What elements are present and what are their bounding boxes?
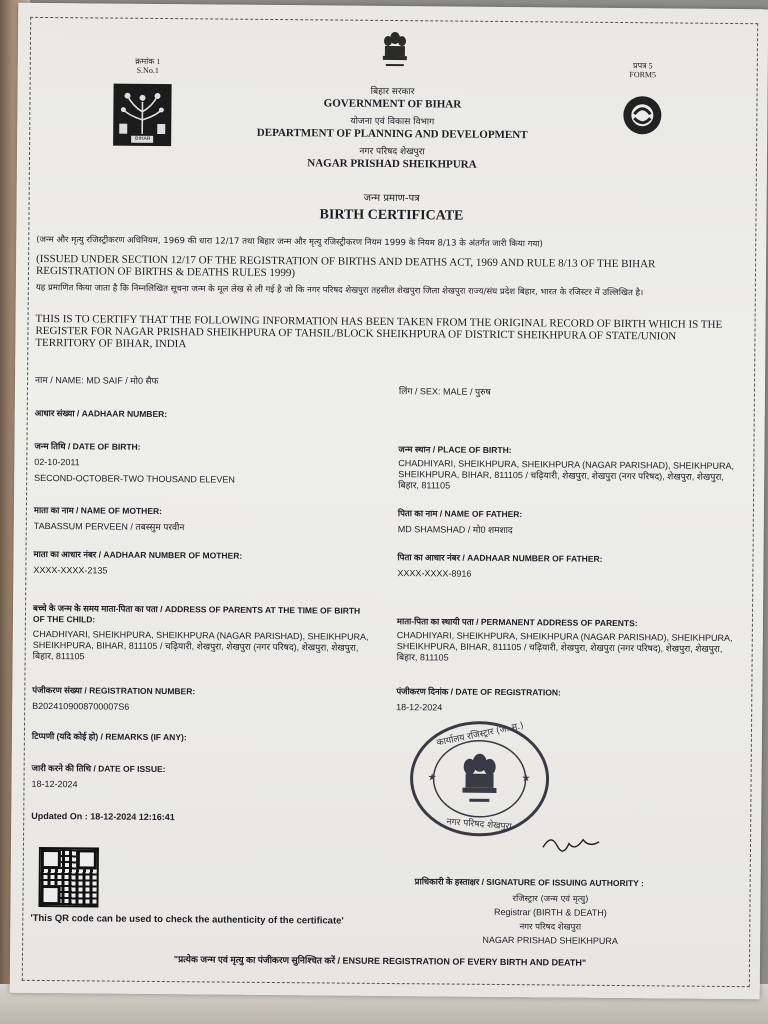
certify-hindi: यह प्रमाणित किया जाता है कि निम्नलिखित सूचना जन्म के मूल लेख से ली गई है जो कि नगर परिषद शेखपुरा तहसील शेखपुरा जिला शेखपुरा राज्य/संघ प्रदेश बिहार, भारत के रजिस्टर में उल्लिखित है।	[35, 282, 644, 299]
address-birth-value: CHADHIYARI, SHEIKHPURA, SHEIKHPURA (NAGAR PARISHAD), SHEIKHPURA, SHEIKHPURA, BIHAR, 811105 / चढ़ियारी, शेखपुरा, शेखपुरा (नगर परिषद), शेखपुरा, शेखपुरा, बिहार, 811105	[32, 628, 369, 662]
registrar-hindi: रजिस्ट्रार (जन्म एवं मृत्यु)	[512, 894, 589, 905]
mother-aadhaar-label: माता का आधार नंबर / AADHAAR NUMBER OF MOTHER:	[33, 548, 243, 561]
registrar-body: NAGAR PRISHAD SHEIKHPURA	[482, 934, 618, 947]
address-birth-label: बच्चे के जन्म के समय माता-पिता का पता / ADDRESS OF PARENTS AT THE TIME OF BIRTH OF THE CHILD:	[32, 602, 361, 625]
certificate-hindi: जन्म प्रमाण-पत्र	[363, 192, 420, 205]
qr-note: 'This QR code can be used to check the authenticity of the certificate'	[30, 912, 344, 927]
name-field: नाम / NAME: MD SAIF / मो0 सैफ	[34, 374, 159, 386]
svg-text:★: ★	[521, 773, 531, 785]
remarks-label: टिप्पणी (यदि कोई हो) / REMARKS (IF ANY):	[31, 730, 187, 743]
qr-code	[40, 849, 96, 905]
serial-number: S.No.1	[136, 65, 159, 75]
mother-aadhaar-value: XXXX-XXXX-2135	[33, 564, 108, 576]
form-number: FORM5	[629, 70, 657, 80]
body-hindi: नगर परिषद शेखपुरा	[359, 146, 425, 158]
father-aadhaar-value: XXXX-XXXX-8916	[397, 568, 472, 579]
issue-date-value: 18-12-2024	[31, 778, 78, 790]
dob-value: 02-10-2011	[34, 456, 80, 468]
dob-label: जन्म तिथि / DATE OF BIRTH:	[34, 440, 141, 452]
registration-number-value: B2024109008700007S6	[32, 700, 130, 712]
registration-date-label: पंजीकरण दिनांक / DATE OF REGISTRATION:	[396, 686, 561, 698]
office-seal-stamp	[407, 718, 552, 839]
state-hindi: बिहार सरकार	[370, 86, 415, 98]
address-permanent-label: माता-पिता का स्थायी पता / PERMANENT ADDRESS OF PARENTS:	[396, 616, 638, 629]
pob-label: जन्म स्थान / PLACE OF BIRTH:	[398, 444, 512, 456]
department-title: DEPARTMENT OF PLANNING AND DEVELOPMENT	[256, 126, 528, 142]
nagar-prishad-title: NAGAR PRISHAD SHEIKHPURA	[307, 157, 477, 171]
serial-hindi: क्रमांक 1	[135, 56, 161, 66]
registrar-body-hindi: नगर परिषद शेखपुरा	[519, 922, 582, 933]
bihar-emblem-logo	[113, 84, 172, 147]
issue-date-label: जारी करने की तिथि / DATE OF ISSUE:	[31, 762, 166, 775]
dob-words: SECOND-OCTOBER-TWO THOUSAND ELEVEN	[34, 472, 235, 485]
registration-date-value: 18-12-2024	[396, 702, 443, 713]
svg-text:★: ★	[427, 772, 437, 784]
address-permanent-value: CHADHIYARI, SHEIKHPURA, SHEIKHPURA (NAGAR PARISHAD), SHEIKHPURA, SHEIKHPURA, BIHAR, 811105 / चढ़ियारी, शेखपुरा, शेखपुरा (नगर परिषद), शेखपुरा, शेखपुरा, बिहार, 811105	[396, 630, 733, 663]
registrar-title: Registrar (BIRTH & DEATH)	[494, 906, 607, 918]
ensure-registration-footer: "प्रत्येक जन्म एवं मृत्यु का पंजीकरण सुनिश्चित करें / ENSURE REGISTRATION OF EVERY BIRTH AND DEATH"	[173, 954, 587, 968]
mother-label: माता का नाम / NAME OF MOTHER:	[33, 504, 163, 517]
father-label: पिता का नाम / NAME OF FATHER:	[397, 508, 523, 520]
aadhaar-label: आधार संख्या / AADHAAR NUMBER:	[34, 407, 168, 420]
certificate-sheet	[10, 3, 768, 1000]
father-aadhaar-label: पिता का आधार नंबर / AADHAAR NUMBER OF FATHER:	[397, 552, 603, 564]
registration-number-label: पंजीकरण संख्या / REGISTRATION NUMBER:	[32, 684, 196, 697]
national-emblem-icon	[380, 28, 410, 72]
act-english: (ISSUED UNDER SECTION 12/17 OF THE REGISTRATION OF BIRTHS AND DEATHS ACT, 1969 AND RULE 8/13 OF THE BIHAR REGISTRATION OF BIRTHS & DEATHS RULES 1999)	[35, 252, 656, 280]
certify-english: THIS IS TO CERTIFY THAT THE FOLLOWING INFORMATION HAS BEEN TAKEN FROM THE ORIGINAL RECORD OF BIRTH WHICH IS THE REGISTER FOR NAGAR PRISHAD SHEIKHPURA OF TAHSIL/BLOCK SHEIKHPURA OF DISTRICT SHEIKHPURA OF STATE/UNION TERRITORY OF BIHAR, INDIA	[35, 312, 723, 351]
department-hindi: योजना एवं विकास विभाग	[350, 116, 435, 128]
seal-bottom-text: नगर परिषद शेखपुरा	[446, 817, 512, 833]
signature-scribble	[539, 829, 609, 860]
father-value: MD SHAMSHAD / मो0 शमशाद	[397, 524, 513, 536]
seal-top-text: कार्यालय रजिस्ट्रार (ज. मृ.)	[436, 721, 525, 749]
signature-label: प्राधिकारी के हस्ताक्षर / SIGNATURE OF ISSUING AUTHORITY :	[414, 876, 644, 889]
pob-value: CHADHIYARI, SHEIKHPURA, SHEIKHPURA (NAGAR PARISHAD), SHEIKHPURA, SHEIKHPURA, BIHAR, 811105 / चढ़ियारी, शेखपुरा, शेखपुरा (नगर परिषद), शेखपुरा, शेखपुरा, बिहार, 811105	[398, 458, 735, 491]
form-hindi: प्रपत्र 5	[633, 61, 653, 71]
updated-on: Updated On : 18-12-2024 12:16:41	[31, 810, 175, 823]
sex-field: लिंग / SEX: MALE / पुरुष	[398, 386, 491, 397]
act-hindi: (जन्म और मृत्यु रजिस्ट्रीकरण अधिनियम, 1969 की धारा 12/17 तथा बिहार जन्म और मृत्यु रजिस्ट्रीकरण नियम 1999 के नियम 8/13 के अंतर्गत जारी किया गया)	[36, 234, 543, 250]
certificate-title: BIRTH CERTIFICATE	[319, 207, 464, 224]
crs-symbol-icon	[621, 94, 663, 136]
logo-text: BIHAR	[135, 135, 151, 142]
government-title: GOVERNMENT OF BIHAR	[323, 97, 462, 111]
mother-value: TABASSUM PERVEEN / तबस्सुम परवीन	[33, 520, 185, 533]
